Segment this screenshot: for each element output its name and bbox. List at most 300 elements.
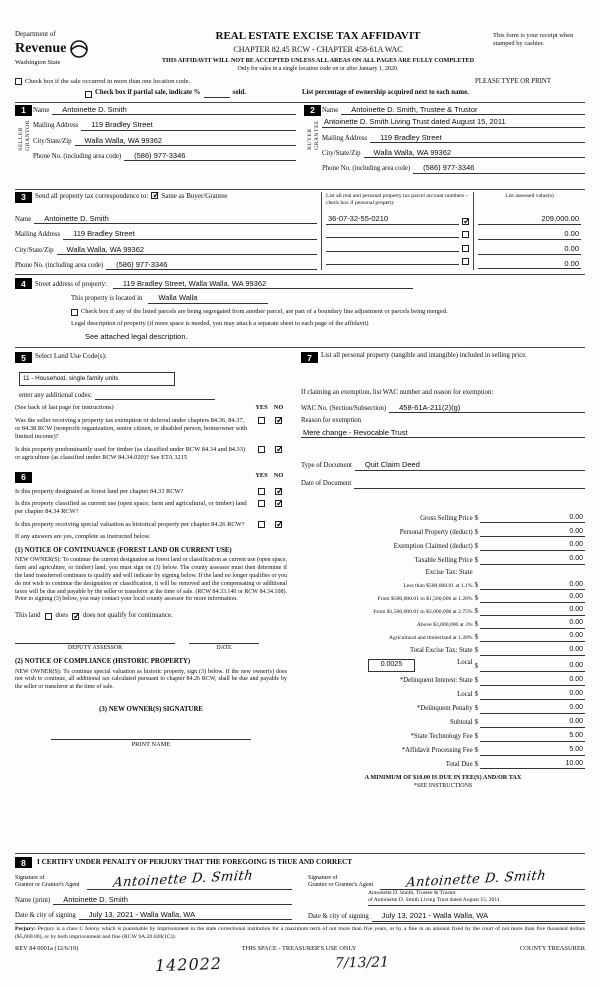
street-address-label: Street address of property: (35, 280, 107, 288)
phone-label: Phone No. (including area code) (15, 261, 104, 269)
segregated-checkbox[interactable] (71, 309, 78, 316)
excise-value[interactable]: 0.00 (569, 676, 583, 684)
dollar-sign: $ (474, 747, 478, 755)
parcel-numbers-column (321, 192, 473, 271)
dollar-sign: $ (474, 733, 478, 741)
parcel-number-value[interactable] (326, 229, 459, 238)
excise-value[interactable]: 0.00 (569, 632, 583, 640)
correspondence-city-value[interactable]: Walla Walla, WA 99362 (57, 245, 317, 255)
excise-label: From $1,500,000.01 to $3,000,000 at 2.75% (373, 609, 473, 616)
vertical-label-grantor: GRANTOR (24, 119, 31, 151)
handwritten-date: 7/13/21 (334, 954, 390, 972)
buyer-city-value[interactable]: Walla Walla, WA 99362 (364, 148, 585, 158)
excise-row-delinquent-interest-local (301, 689, 585, 700)
section-1-number: 1 (15, 105, 32, 116)
perjury-text: Perjury is a class C felony which is punishable by imprisonment in the state correctional institution for a maximum term of not more than five years, or by a fine in an amount fixed by the court of not more than five thousand dollars ($5,000.00), or by both imprisonment and fine (RCW 9A.20.020(1C)). (15, 926, 585, 940)
land-use-code-field[interactable]: 11 - Household, single family units (19, 372, 175, 386)
excise-line (480, 759, 585, 770)
dollar-sign: $ (474, 620, 478, 628)
correspondence-phone-value[interactable]: (586) 977-3346 (106, 260, 317, 270)
excise-row-personal-property (301, 527, 585, 538)
legal-description-value[interactable]: See attached legal description. (85, 331, 188, 341)
deputy-assessor-row (15, 643, 287, 653)
see-instructions-note: *SEE INSTRUCTIONS (413, 783, 473, 790)
continuance-qualify-row (15, 612, 287, 620)
reason-value[interactable]: Mere change - Revocable Trust (301, 428, 585, 438)
personal-property-blank-area[interactable] (301, 369, 585, 389)
correspondence-address-value[interactable]: 119 Bradley Street (63, 229, 317, 239)
grantor-signature-ink: Antoinette D. Smith (112, 868, 254, 892)
excise-value[interactable]: 0.00 (569, 717, 583, 725)
multi-location-checkbox[interactable] (15, 78, 22, 85)
question-text: Was the seller receiving a property tax exemption or deferral under chapters 84.36, 84.37, or 84.38 RCW (nonprofit organization, senior citizen, or disabled person, homeowner with limited income)? (15, 416, 248, 441)
form-chapter: CHAPTER 82.45 RCW - CHAPTER 458-61A WAC (233, 44, 403, 54)
buyer-grantee-section (304, 105, 585, 185)
multi-location-label: Check box if the sale occurred in more than one location code. (25, 78, 191, 85)
excise-label: Local (457, 659, 473, 667)
send-correspondence-label: Send all property tax correspondence to: (35, 191, 149, 200)
dollar-sign: $ (474, 607, 478, 615)
single-location-note: Only for sales in a single location code on or after January 1, 2020. (237, 65, 399, 72)
legal-description-row (71, 320, 585, 328)
excise-line (480, 618, 585, 629)
excise-value[interactable]: 0.00 (569, 606, 583, 614)
land-use-header (15, 352, 287, 369)
personal-property-title: List all personal property (tangible and intangible) included in selling price. (321, 352, 527, 360)
excise-label-group (301, 659, 475, 672)
excise-row-state-heading (301, 568, 585, 577)
excise-row-total-due (301, 759, 585, 770)
seller-city-value[interactable]: Walla Walla, WA 99362 (75, 136, 296, 146)
grantor-signature-row (15, 868, 292, 892)
rev-row (15, 945, 585, 953)
local-rate-box[interactable]: 0.0025 (368, 659, 415, 672)
treasurer-stamp-area (15, 953, 585, 983)
excise-line (480, 689, 585, 700)
notice-continuance-body: NEW OWNER(S): To continue the current designation as forest land or classification as current use (open space, farm and agriculture, or timber) land, you must sign on (3) below. The county assessor must then determine if the land transferred continues to qualify and will indicate by signing below. If the land no longer qualifies or you do not wish to continue the designation or classification, it will be removed and the compensating or additional taxes will be due and payable by the seller or transferor at the time of sale. (RCW 84.33.140 or RCW 84.34.108). Prior to signing (3) below, you may contact your local county assessor for more information. (15, 557, 287, 603)
excise-row-rate-tier-4 (301, 618, 585, 629)
personal-property-header (301, 352, 585, 369)
form-header (15, 30, 585, 73)
doc-date-label: Date of Document (301, 480, 352, 488)
section-6-header (15, 472, 287, 483)
excise-line (480, 554, 585, 565)
grantee-title-line2: of Antoinette D. Smith Living Trust dated August 15, 2011 (368, 896, 500, 903)
excise-row-delinquent-interest-state (301, 675, 585, 686)
yes-checkbox[interactable] (258, 488, 265, 495)
doc-date-row (301, 480, 585, 489)
excise-line (480, 592, 585, 603)
name-label: Name (33, 106, 50, 114)
new-owner-signature-title: (3) NEW OWNER(S) SIGNATURE (99, 706, 203, 714)
question-text: Is this property receiving special valuation as historical property per chapter 84.26 RCW? (15, 520, 245, 528)
dor-logo-block (15, 30, 143, 67)
dollar-sign: $ (474, 760, 478, 768)
parties-section (15, 102, 585, 185)
historic-property-question (15, 521, 287, 529)
signature-of-label: Signature of (308, 874, 338, 881)
excise-value[interactable]: 0.00 (569, 662, 583, 670)
excise-line (480, 527, 585, 538)
segregated-row (71, 308, 585, 316)
perjury-lead: Perjury: (15, 926, 36, 933)
notice-compliance-body: NEW OWNER(S): To continue special valuation as historic property, sign (3) below. If the new owner(s) does not wish to continue, all additional tax calculated pursuant to chapter 84.26 RCW, shall be due and payable by the seller or transferor at the time of sale. (15, 668, 287, 691)
form-footer (15, 923, 585, 983)
name-print-label: Name (print) (15, 896, 51, 904)
doc-date-value[interactable] (354, 480, 585, 489)
excise-value[interactable]: 0.00 (569, 527, 583, 535)
yes-checkbox[interactable] (258, 521, 265, 528)
does-checkbox[interactable] (45, 613, 52, 620)
wac-label: WAC No. (Section/Subsection) (301, 404, 387, 412)
grantee-date-city-value[interactable]: July 13, 2021 - Walla Walla, WA (372, 911, 585, 921)
perjury-notice (15, 923, 585, 941)
excise-label: *Delinquent Penalty (416, 705, 473, 713)
notice-compliance-title: (2) NOTICE OF COMPLIANCE (HISTORIC PROPERTY) (15, 658, 191, 666)
question-text: Is this property predominantly used for timber (as classified under RCW 84.34 and 84.33) or agriculture (as classified under RCW 84.34.020)? See ETA 3215 (15, 445, 246, 461)
grantee-date-row (308, 911, 585, 921)
handwritten-receipt-number: 142022 (154, 953, 223, 976)
parcel-column-header: List all real and personal property tax parcel account numbers - check box if personal property (326, 192, 468, 206)
dollar-sign: $ (474, 556, 478, 564)
excise-row-gross (301, 513, 585, 524)
personal-property-checkbox[interactable] (462, 258, 469, 265)
no-checkbox[interactable] (275, 500, 282, 507)
segregated-label: Check box if any of the listed parcels are being segregated from another parcel, are part of a boundary line adjustment or parcels being merged. (81, 307, 448, 315)
grantor-signature-label (15, 875, 87, 890)
grantor-date-city-value[interactable]: July 13, 2021 - Walla Walla, WA (79, 910, 292, 920)
grantor-signature-block (15, 868, 292, 921)
dept-line1: Department of (15, 30, 56, 38)
yes-no-header-s5 (15, 404, 287, 412)
revenue-wordmark: Revenue (15, 41, 67, 56)
excise-row-processing-fee (301, 745, 585, 756)
located-in-label: This property is located in (71, 295, 143, 303)
this-land-label: This land (15, 612, 41, 620)
grantee-title-line1: Antoinette D. Smith, Trustee & Trustor (368, 889, 456, 896)
excise-row-total-state (301, 645, 585, 656)
exemption-deferral-question (15, 417, 287, 442)
excise-value[interactable]: 0.00 (569, 646, 583, 654)
excise-value[interactable]: 0.00 (569, 555, 583, 563)
excise-table (301, 513, 585, 770)
partial-sale-label: Check box if partial sale, indicate % (95, 89, 201, 97)
vertical-label-buyer: BUYER (307, 128, 313, 150)
top-options-row (15, 78, 585, 86)
excise-row-agricultural (301, 631, 585, 642)
section-8-number: 8 (15, 857, 32, 868)
excise-label: *State Technology Fee (410, 733, 473, 741)
grantor-date-row (15, 910, 292, 920)
forest-land-question (15, 488, 287, 496)
excise-value[interactable]: 0.00 (569, 703, 583, 711)
seller-grantor-section (15, 105, 296, 185)
reason-label: Reason for exemption (301, 417, 362, 425)
section-3-number: 3 (15, 192, 32, 203)
excise-value[interactable]: 0.00 (569, 580, 583, 588)
excise-label: Gross Selling Price (420, 514, 473, 522)
correspondence-fields (15, 192, 321, 271)
seller-grantor-vertical-label (18, 120, 32, 151)
mailing-address-label: Mailing Address (322, 134, 368, 142)
see-back-note: (See back of last page for instructions) (15, 404, 114, 412)
grantee-signature-row (308, 868, 585, 892)
partial-sale-percent-field[interactable] (204, 91, 230, 98)
notice-continuance-title: (1) NOTICE OF CONTINUANCE (FOREST LAND OR CURRENT USE) (15, 546, 232, 554)
left-column (15, 352, 287, 847)
parcel-number-value[interactable] (326, 256, 459, 265)
city-state-zip-label: City/State/Zip (322, 149, 361, 157)
name-label: Name (322, 106, 339, 114)
dor-swirl-logo-icon (69, 39, 89, 59)
excise-value[interactable]: 0.00 (569, 541, 583, 549)
assessed-value[interactable]: 209,000.00 (478, 214, 581, 224)
excise-label: Total Excise Tax: State (410, 647, 473, 655)
no-column-label: NO (273, 472, 284, 480)
section-7-column (301, 352, 585, 847)
excise-label: Agricultural and timberland at 1.28% (388, 635, 473, 642)
signature-of-label: Signature of (15, 874, 45, 881)
assessed-value[interactable]: 0.00 (478, 259, 581, 269)
section-7-number: 7 (301, 352, 318, 363)
excise-row-local (301, 659, 585, 672)
excise-label: Exemption Claimed (deduct) (393, 542, 473, 550)
dollar-sign: $ (474, 663, 478, 671)
doc-type-label: Type of Document (301, 462, 352, 470)
section-5-number: 5 (15, 352, 32, 363)
excise-label: Taxable Selling Price (414, 556, 473, 564)
form-title: REAL ESTATE EXCISE TAX AFFIDAVIT (215, 30, 421, 42)
excise-row-tech-fee (301, 731, 585, 742)
exemption-note: If claiming an exemption, list WAC number and reason for exemption: (301, 389, 494, 397)
grantee-signature-label (308, 875, 380, 890)
does-not-label: does not qualify for continuance. (82, 612, 173, 620)
excise-label: Total Due (445, 760, 473, 768)
additional-codes-field[interactable] (95, 391, 215, 400)
assessed-value[interactable]: 0.00 (478, 244, 581, 254)
section-4-number: 4 (15, 278, 32, 289)
question-text: Is this property classified as current use (open space, farm and agricultural, or timber) land per chapter 84.34 RCW? (15, 499, 247, 516)
if-yes-note: If any answers are yes, complete as instructed below. (15, 532, 151, 540)
excise-row-rate-tier-2 (301, 592, 585, 603)
excise-value[interactable]: 10.00 (565, 759, 583, 767)
certification-section (15, 853, 585, 921)
excise-row-rate-tier-3 (301, 605, 585, 616)
dollar-sign: $ (474, 647, 478, 655)
buyer-trust-name-value[interactable]: Antoinette D. Smith Living Trust dated August 15, 2011 (322, 117, 585, 127)
buyer-sidebar (304, 105, 322, 185)
grantee-signature-field[interactable] (380, 868, 585, 892)
correspondence-name-value[interactable]: Antoinette D. Smith (34, 214, 317, 224)
grantor-name-print-value[interactable]: Antoinette D. Smith (53, 895, 292, 905)
phone-label: Phone No. (including area code) (322, 165, 411, 173)
dollar-sign: $ (474, 581, 478, 589)
excise-row-exemption-claimed (301, 540, 585, 551)
no-checkbox[interactable] (275, 417, 282, 424)
print-name-line[interactable]: PRINT NAME (51, 739, 251, 749)
yes-checkbox[interactable] (258, 500, 265, 507)
grantee-agent-label: Grantee or Grantee's Agent (308, 882, 374, 889)
tax-correspondence-section (15, 189, 585, 271)
city-state-zip-label: City/State/Zip (15, 246, 54, 254)
additional-codes-row (19, 391, 287, 400)
assessed-value-header: List assessed value(s) (505, 192, 554, 199)
dollar-sign: $ (474, 691, 478, 699)
rev-number: REV 84 0001a (12/6/19) (15, 945, 79, 952)
seller-fields (33, 105, 296, 185)
partial-sale-row (85, 89, 585, 97)
date-city-label: Date & city of signing (15, 911, 76, 919)
personal-property-checkbox[interactable] (462, 218, 469, 225)
parcel-number-value[interactable] (326, 243, 459, 252)
property-address-section (15, 274, 585, 342)
personal-property-checkbox[interactable] (462, 231, 469, 238)
wac-row (301, 403, 585, 413)
date-city-label: Date & city of signing (308, 913, 369, 921)
parcel-number-value[interactable]: 36-07-32-55-0210 (326, 214, 459, 224)
section-6-number: 6 (15, 472, 32, 483)
grantor-agent-label: Grantor or Grantor's Agent (15, 882, 80, 889)
excise-label: Less than $500,000.01 at 1.1% (403, 583, 473, 590)
grantee-printed-titles (368, 890, 585, 907)
excise-row-rate-tier-1 (301, 580, 585, 591)
excise-label: From $500,000.01 to $1,500,000 at 1.28% (377, 596, 473, 603)
located-in-value[interactable]: Walla Walla (148, 293, 268, 303)
excise-label: Excise Tax: State (425, 568, 473, 576)
dollar-sign: $ (474, 594, 478, 602)
dollar-sign: $ (474, 542, 478, 550)
partial-sale-checkbox[interactable] (85, 91, 92, 98)
no-checkbox[interactable] (275, 521, 282, 528)
excise-label: Above $3,000,000 at 3% (416, 622, 473, 629)
form-warning: THIS AFFIDAVIT WILL NOT BE ACCEPTED UNLESS ALL AREAS ON ALL PAGES ARE FULLY COMPLETED (161, 56, 475, 64)
street-address-row (15, 278, 585, 289)
excise-label: *Affidavit Processing Fee (401, 747, 473, 755)
additional-codes-label: enter any additional codes: (19, 391, 93, 399)
does-not-checkbox[interactable] (72, 613, 79, 620)
excise-value[interactable]: 5.00 (569, 731, 583, 739)
timber-agriculture-question (15, 446, 287, 463)
certify-statement: I CERTIFY UNDER PENALTY OF PERJURY THAT THE FOREGOING IS TRUE AND CORRECT (37, 858, 352, 867)
excise-label: Subtotal (449, 719, 473, 727)
buyer-fields (322, 105, 585, 185)
grantor-print-row (15, 895, 292, 905)
seller-address-value[interactable]: 119 Bradley Street (81, 120, 296, 130)
yes-checkbox[interactable] (258, 417, 265, 424)
grantee-signature-block (308, 868, 585, 921)
dollar-sign: $ (474, 705, 478, 713)
signature-columns (15, 868, 585, 921)
deputy-date-line[interactable]: DATE (189, 643, 259, 653)
wac-value[interactable]: 458-61A-211(2)(g) (389, 403, 585, 413)
dollar-sign: $ (474, 528, 478, 536)
dollar-sign: $ (474, 719, 478, 727)
grantee-signature-ink: Antoinette D. Smith (405, 868, 547, 892)
ownership-note: List percentage of ownership acquired next to each name. (301, 89, 469, 97)
assessed-values-column (473, 192, 585, 271)
excise-line (480, 661, 585, 672)
mailing-address-label: Mailing Address (33, 122, 79, 130)
question-text: Is this property designated as forest land per chapter 84.33 RCW? (15, 487, 184, 495)
excise-value[interactable]: 0.00 (569, 513, 583, 521)
excise-row-subtotal (301, 717, 585, 728)
excise-line (480, 540, 585, 551)
buyer-address-value[interactable]: 119 Bradley Street (370, 133, 585, 143)
excise-line (480, 675, 585, 686)
excise-line (480, 731, 585, 742)
dept-line3: Washington State (15, 58, 61, 66)
dollar-sign: $ (474, 514, 478, 522)
no-column-label: NO (273, 404, 284, 412)
buyer-phone-value[interactable]: (586) 977-3346 (413, 163, 585, 173)
excise-value[interactable]: 5.00 (569, 745, 583, 753)
excise-row-delinquent-penalty (301, 703, 585, 714)
land-use-title: Select Land Use Code(s): (35, 352, 107, 361)
correspondence-header (15, 192, 317, 209)
assessed-value[interactable]: 0.00 (478, 229, 581, 239)
excise-line (480, 631, 585, 642)
please-type-or-print: PLEASE TYPE OR PRINT (475, 78, 551, 85)
excise-line (480, 717, 585, 728)
buyer-grantee-vertical-label (307, 120, 321, 150)
seller-sidebar (15, 105, 33, 185)
name-label: Name (15, 215, 32, 223)
title-block (143, 30, 493, 73)
mailing-address-label: Mailing Address (15, 231, 61, 239)
excise-value[interactable]: 0.00 (569, 619, 583, 627)
no-checkbox[interactable] (275, 488, 282, 495)
personal-property-checkbox[interactable] (462, 245, 469, 252)
grantor-signature-field[interactable] (87, 868, 292, 892)
same-as-buyer-label: Same as Buyer/Grantee (161, 191, 228, 200)
minimum-due-note: A MINIMUM OF $10.00 IS DUE IN FEE(S) AND/OR TAX (364, 774, 522, 782)
excise-line (480, 513, 585, 524)
multi-location-option (15, 78, 205, 86)
section-2-number: 2 (304, 105, 321, 116)
county-treasurer-label: COUNTY TREASURER (519, 945, 585, 952)
excise-line (480, 580, 585, 591)
yes-checkbox[interactable] (258, 446, 265, 453)
yes-column-label: YES (255, 472, 268, 480)
city-state-zip-label: City/State/Zip (33, 137, 72, 145)
excise-line (480, 703, 585, 714)
excise-value[interactable]: 0.00 (569, 690, 583, 697)
seller-phone-value[interactable]: (586) 977-3346 (124, 151, 296, 161)
legal-description-label: Legal description of property (if more space is needed, you may attach a separate sheet to each page of the affidavit) (71, 319, 369, 327)
vertical-label-seller: SELLER (18, 126, 24, 151)
street-address-value[interactable]: 119 Bradley Street, Walla Walla, WA 99362 (113, 279, 413, 289)
no-checkbox[interactable] (275, 446, 282, 453)
excise-line (480, 568, 585, 577)
dept-line2 (15, 39, 143, 59)
yes-column-label: YES (255, 404, 268, 412)
excise-value[interactable]: 0.00 (569, 593, 583, 601)
excise-label: Local (457, 691, 473, 699)
treasurer-space-label: THIS SPACE - TREASURER'S USE ONLY (241, 945, 357, 952)
excise-line (480, 745, 585, 756)
doc-type-value[interactable]: Quit Claim Deed (355, 460, 585, 470)
current-use-question (15, 500, 287, 517)
buyer-name-value[interactable]: Antoinette D. Smith, Trustee & Trustor (341, 105, 585, 115)
excise-line (480, 645, 585, 656)
seller-name-value[interactable]: Antoinette D. Smith (52, 105, 296, 115)
same-as-buyer-checkbox[interactable] (151, 192, 158, 199)
excise-label: *Delinquent Interest: State (399, 677, 473, 685)
vertical-label-grantee: GRANTEE (313, 119, 320, 150)
deputy-assessor-line[interactable]: DEPUTY ASSESSOR (15, 643, 175, 653)
dollar-sign: $ (474, 677, 478, 685)
phone-label: Phone No. (including area code) (33, 152, 122, 160)
